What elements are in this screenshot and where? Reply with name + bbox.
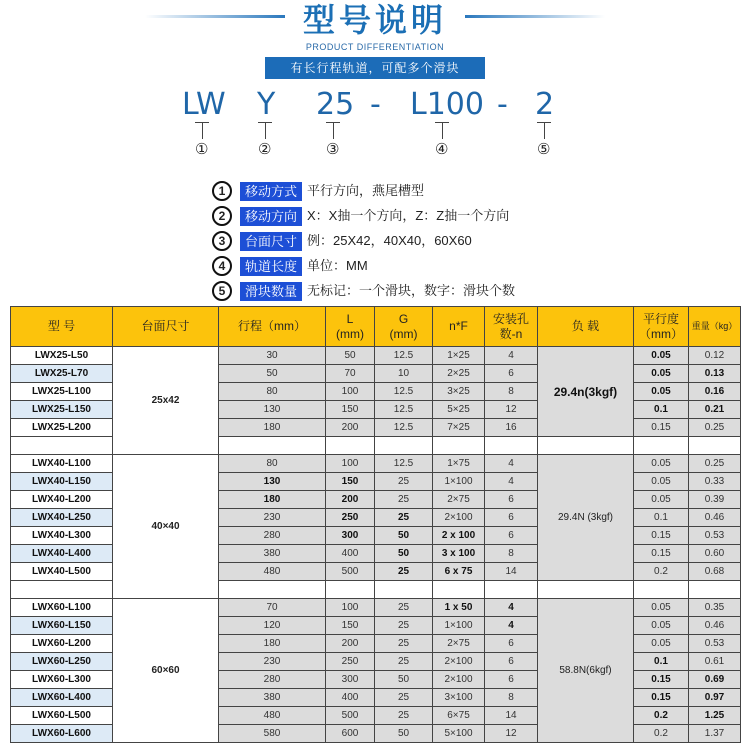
empty-cell (634, 437, 689, 455)
stroke-cell: 180 (219, 635, 326, 653)
stroke-cell: 50 (219, 365, 326, 383)
column-header: G (mm) (375, 307, 433, 347)
empty-cell (375, 581, 433, 599)
holes-cell: 6 (485, 527, 538, 545)
size-cell: 60×60 (113, 599, 219, 743)
load-cell: 29.4N (3kgf) (538, 455, 634, 581)
nf-cell: 6×75 (433, 707, 485, 725)
empty-cell (326, 437, 375, 455)
marker: ① (195, 141, 209, 158)
nf-cell: 2×25 (433, 365, 485, 383)
column-header: 平行度 （mm） (634, 307, 689, 347)
holes-cell: 12 (485, 401, 538, 419)
stroke-cell: 80 (219, 383, 326, 401)
weight-cell: 0.21 (689, 401, 741, 419)
marker: ③ (326, 141, 340, 158)
model-cell: LWX60-L400 (11, 689, 113, 707)
nf-cell: 2 x 100 (433, 527, 485, 545)
nf-cell: 2×100 (433, 653, 485, 671)
parallelism-cell: 0.05 (634, 365, 689, 383)
weight-cell: 0.13 (689, 365, 741, 383)
empty-cell (433, 581, 485, 599)
g-cell: 25 (375, 689, 433, 707)
empty-cell (689, 437, 741, 455)
weight-cell: 0.53 (689, 527, 741, 545)
holes-cell: 6 (485, 509, 538, 527)
stroke-cell: 380 (219, 545, 326, 563)
empty-cell (485, 581, 538, 599)
holes-cell: 16 (485, 419, 538, 437)
l-cell: 150 (326, 401, 375, 419)
l-cell: 250 (326, 653, 375, 671)
g-cell: 12.5 (375, 455, 433, 473)
tick-line (442, 122, 443, 139)
weight-cell: 0.97 (689, 689, 741, 707)
legend-item (212, 231, 472, 251)
column-header: 负 载 (538, 307, 634, 347)
legend-item (212, 181, 424, 201)
empty-cell (634, 581, 689, 599)
table-row (11, 347, 741, 365)
legend-key: 轨道长度 (240, 257, 302, 276)
l-cell: 300 (326, 671, 375, 689)
parallelism-cell: 0.05 (634, 599, 689, 617)
size-cell: 40×40 (113, 455, 219, 599)
empty-cell (375, 437, 433, 455)
l-cell: 200 (326, 491, 375, 509)
g-cell: 25 (375, 563, 433, 581)
nf-cell: 1×100 (433, 617, 485, 635)
l-cell: 100 (326, 599, 375, 617)
parallelism-cell: 0.05 (634, 455, 689, 473)
stroke-cell: 130 (219, 401, 326, 419)
tick-line (265, 122, 266, 139)
parallelism-cell: 0.05 (634, 491, 689, 509)
parallelism-cell: 0.2 (634, 707, 689, 725)
l-cell: 250 (326, 509, 375, 527)
g-cell: 12.5 (375, 401, 433, 419)
holes-cell: 4 (485, 599, 538, 617)
size-cell: 25x42 (113, 347, 219, 455)
model-cell: LWX60-L250 (11, 653, 113, 671)
legend-key: 移动方式 (240, 182, 302, 201)
legend-number: 1 (212, 181, 232, 201)
code-part: L100 (410, 87, 484, 122)
model-cell: LWX40-L400 (11, 545, 113, 563)
legend-value: X：X抽一个方向，Z：Z抽一个方向 (307, 208, 510, 223)
column-header: 安装孔 数-n (485, 307, 538, 347)
column-header: 型 号 (11, 307, 113, 347)
legend-key: 移动方向 (240, 207, 302, 226)
stroke-cell: 120 (219, 617, 326, 635)
holes-cell: 6 (485, 635, 538, 653)
model-cell: LWX25-L70 (11, 365, 113, 383)
model-cell: LWX40-L100 (11, 455, 113, 473)
model-cell: LWX60-L100 (11, 599, 113, 617)
weight-cell: 0.46 (689, 509, 741, 527)
legend-item (212, 281, 515, 301)
nf-cell: 2×75 (433, 491, 485, 509)
weight-cell: 0.46 (689, 617, 741, 635)
g-cell: 12.5 (375, 383, 433, 401)
holes-cell: 8 (485, 383, 538, 401)
model-cell: LWX60-L200 (11, 635, 113, 653)
nf-cell: 5×100 (433, 725, 485, 743)
stroke-cell: 230 (219, 653, 326, 671)
l-cell: 600 (326, 725, 375, 743)
nf-cell: 7×25 (433, 419, 485, 437)
l-cell: 100 (326, 383, 375, 401)
holes-cell: 14 (485, 563, 538, 581)
g-cell: 25 (375, 653, 433, 671)
nf-cell: 1×75 (433, 455, 485, 473)
g-cell: 25 (375, 599, 433, 617)
weight-cell: 0.61 (689, 653, 741, 671)
model-cell: LWX40-L250 (11, 509, 113, 527)
empty-cell (538, 437, 634, 455)
l-cell: 150 (326, 617, 375, 635)
code-part: LW (182, 87, 226, 122)
g-cell: 25 (375, 617, 433, 635)
load-cell: 29.4n(3kgf) (538, 347, 634, 437)
model-cell: LWX40-L150 (11, 473, 113, 491)
holes-cell: 14 (485, 707, 538, 725)
legend-value: 单位：MM (307, 258, 368, 273)
g-cell: 12.5 (375, 347, 433, 365)
stroke-cell: 70 (219, 599, 326, 617)
nf-cell: 5×25 (433, 401, 485, 419)
nf-cell: 2×100 (433, 509, 485, 527)
stroke-cell: 230 (219, 509, 326, 527)
page-title: 型号说明 (302, 1, 447, 39)
holes-cell: 6 (485, 671, 538, 689)
legend-number: 4 (212, 256, 232, 276)
weight-cell: 0.12 (689, 347, 741, 365)
empty-cell (11, 581, 113, 599)
g-cell: 10 (375, 365, 433, 383)
g-cell: 25 (375, 509, 433, 527)
legend-number: 2 (212, 206, 232, 226)
g-cell: 50 (375, 671, 433, 689)
holes-cell: 8 (485, 545, 538, 563)
g-cell: 25 (375, 635, 433, 653)
column-header: 台面尺寸 (113, 307, 219, 347)
empty-cell (538, 581, 634, 599)
empty-cell (689, 581, 741, 599)
holes-cell: 8 (485, 689, 538, 707)
nf-cell: 3×25 (433, 383, 485, 401)
parallelism-cell: 0.15 (634, 689, 689, 707)
marker: ② (258, 141, 272, 158)
model-cell: LWX60-L150 (11, 617, 113, 635)
parallelism-cell: 0.15 (634, 545, 689, 563)
model-cell: LWX60-L500 (11, 707, 113, 725)
holes-cell: 6 (485, 491, 538, 509)
code-part: - (497, 87, 508, 122)
l-cell: 70 (326, 365, 375, 383)
nf-cell: 1×100 (433, 473, 485, 491)
l-cell: 400 (326, 689, 375, 707)
legend-value: 无标记：一个滑块，数字：滑块个数 (307, 283, 516, 298)
legend-number: 5 (212, 281, 232, 301)
l-cell: 300 (326, 527, 375, 545)
empty-cell (11, 437, 113, 455)
nf-cell: 2×75 (433, 635, 485, 653)
weight-cell: 0.69 (689, 671, 741, 689)
spec-table (10, 306, 741, 743)
stroke-cell: 180 (219, 419, 326, 437)
tick-line (202, 122, 203, 139)
parallelism-cell: 0.1 (634, 401, 689, 419)
parallelism-cell: 0.05 (634, 617, 689, 635)
l-cell: 500 (326, 563, 375, 581)
code-part: 25 (316, 87, 355, 122)
code-part: - (370, 87, 381, 122)
empty-cell (326, 581, 375, 599)
holes-cell: 6 (485, 653, 538, 671)
nf-cell: 3 x 100 (433, 545, 485, 563)
banner: 有长行程轨道，可配多个滑块 (265, 57, 485, 79)
stroke-cell: 280 (219, 671, 326, 689)
model-cell: LWX40-L500 (11, 563, 113, 581)
stroke-cell: 580 (219, 725, 326, 743)
stroke-cell: 380 (219, 689, 326, 707)
stroke-cell: 480 (219, 563, 326, 581)
g-cell: 25 (375, 707, 433, 725)
parallelism-cell: 0.15 (634, 527, 689, 545)
column-header: 重量（kg） (689, 307, 741, 347)
parallelism-cell: 0.1 (634, 509, 689, 527)
empty-cell (219, 437, 326, 455)
g-cell: 50 (375, 527, 433, 545)
weight-cell: 0.33 (689, 473, 741, 491)
legend-key: 滑块数量 (240, 282, 302, 301)
nf-cell: 3×100 (433, 689, 485, 707)
legend-value: 例：25X42，40X40，60X60 (307, 233, 472, 248)
table-row (11, 455, 741, 473)
l-cell: 400 (326, 545, 375, 563)
code-part: 2 (535, 87, 555, 122)
tick-line (333, 122, 334, 139)
model-cell: LWX40-L200 (11, 491, 113, 509)
parallelism-cell: 0.2 (634, 563, 689, 581)
empty-cell (485, 437, 538, 455)
holes-cell: 4 (485, 473, 538, 491)
l-cell: 500 (326, 707, 375, 725)
parallelism-cell: 0.05 (634, 347, 689, 365)
table-row (11, 599, 741, 617)
weight-cell: 0.39 (689, 491, 741, 509)
holes-cell: 4 (485, 347, 538, 365)
model-cell: LWX25-L100 (11, 383, 113, 401)
marker: ④ (435, 141, 449, 158)
parallelism-cell: 0.15 (634, 671, 689, 689)
l-cell: 150 (326, 473, 375, 491)
weight-cell: 0.53 (689, 635, 741, 653)
holes-cell: 12 (485, 725, 538, 743)
weight-cell: 0.25 (689, 455, 741, 473)
g-cell: 50 (375, 725, 433, 743)
page-subtitle: PRODUCT DIFFERENTIATION (305, 42, 445, 52)
weight-cell: 0.68 (689, 563, 741, 581)
column-header: n*F (433, 307, 485, 347)
weight-cell: 0.16 (689, 383, 741, 401)
nf-cell: 1×25 (433, 347, 485, 365)
g-cell: 50 (375, 545, 433, 563)
nf-cell: 2×100 (433, 671, 485, 689)
stroke-cell: 130 (219, 473, 326, 491)
model-cell: LWX60-L600 (11, 725, 113, 743)
g-cell: 12.5 (375, 419, 433, 437)
model-cell: LWX25-L50 (11, 347, 113, 365)
weight-cell: 0.25 (689, 419, 741, 437)
weight-cell: 1.25 (689, 707, 741, 725)
legend-key: 台面尺寸 (240, 232, 302, 251)
legend-number: 3 (212, 231, 232, 251)
nf-cell: 1 x 50 (433, 599, 485, 617)
parallelism-cell: 0.05 (634, 473, 689, 491)
legend-item (212, 206, 509, 226)
code-part: Y (257, 87, 276, 122)
legend-value: 平行方向，燕尾槽型 (307, 183, 425, 198)
legend-item (212, 256, 368, 276)
stroke-cell: 280 (219, 527, 326, 545)
l-cell: 200 (326, 419, 375, 437)
parallelism-cell: 0.15 (634, 419, 689, 437)
parallelism-cell: 0.05 (634, 383, 689, 401)
holes-cell: 6 (485, 365, 538, 383)
g-cell: 25 (375, 473, 433, 491)
stroke-cell: 80 (219, 455, 326, 473)
parallelism-cell: 0.05 (634, 635, 689, 653)
g-cell: 25 (375, 491, 433, 509)
load-cell: 58.8N(6kgf) (538, 599, 634, 743)
model-cell: LWX40-L300 (11, 527, 113, 545)
column-header: 行程（mm） (219, 307, 326, 347)
parallelism-cell: 0.2 (634, 725, 689, 743)
stroke-cell: 30 (219, 347, 326, 365)
model-cell: LWX25-L150 (11, 401, 113, 419)
holes-cell: 4 (485, 455, 538, 473)
parallelism-cell: 0.1 (634, 653, 689, 671)
tick-line (544, 122, 545, 139)
l-cell: 50 (326, 347, 375, 365)
model-cell: LWX25-L200 (11, 419, 113, 437)
nf-cell: 6 x 75 (433, 563, 485, 581)
l-cell: 100 (326, 455, 375, 473)
weight-cell: 1.37 (689, 725, 741, 743)
empty-cell (219, 581, 326, 599)
weight-cell: 0.60 (689, 545, 741, 563)
column-header: L (mm) (326, 307, 375, 347)
model-cell: LWX60-L300 (11, 671, 113, 689)
l-cell: 200 (326, 635, 375, 653)
stroke-cell: 180 (219, 491, 326, 509)
holes-cell: 4 (485, 617, 538, 635)
empty-cell (433, 437, 485, 455)
stroke-cell: 480 (219, 707, 326, 725)
marker: ⑤ (537, 141, 551, 158)
weight-cell: 0.35 (689, 599, 741, 617)
